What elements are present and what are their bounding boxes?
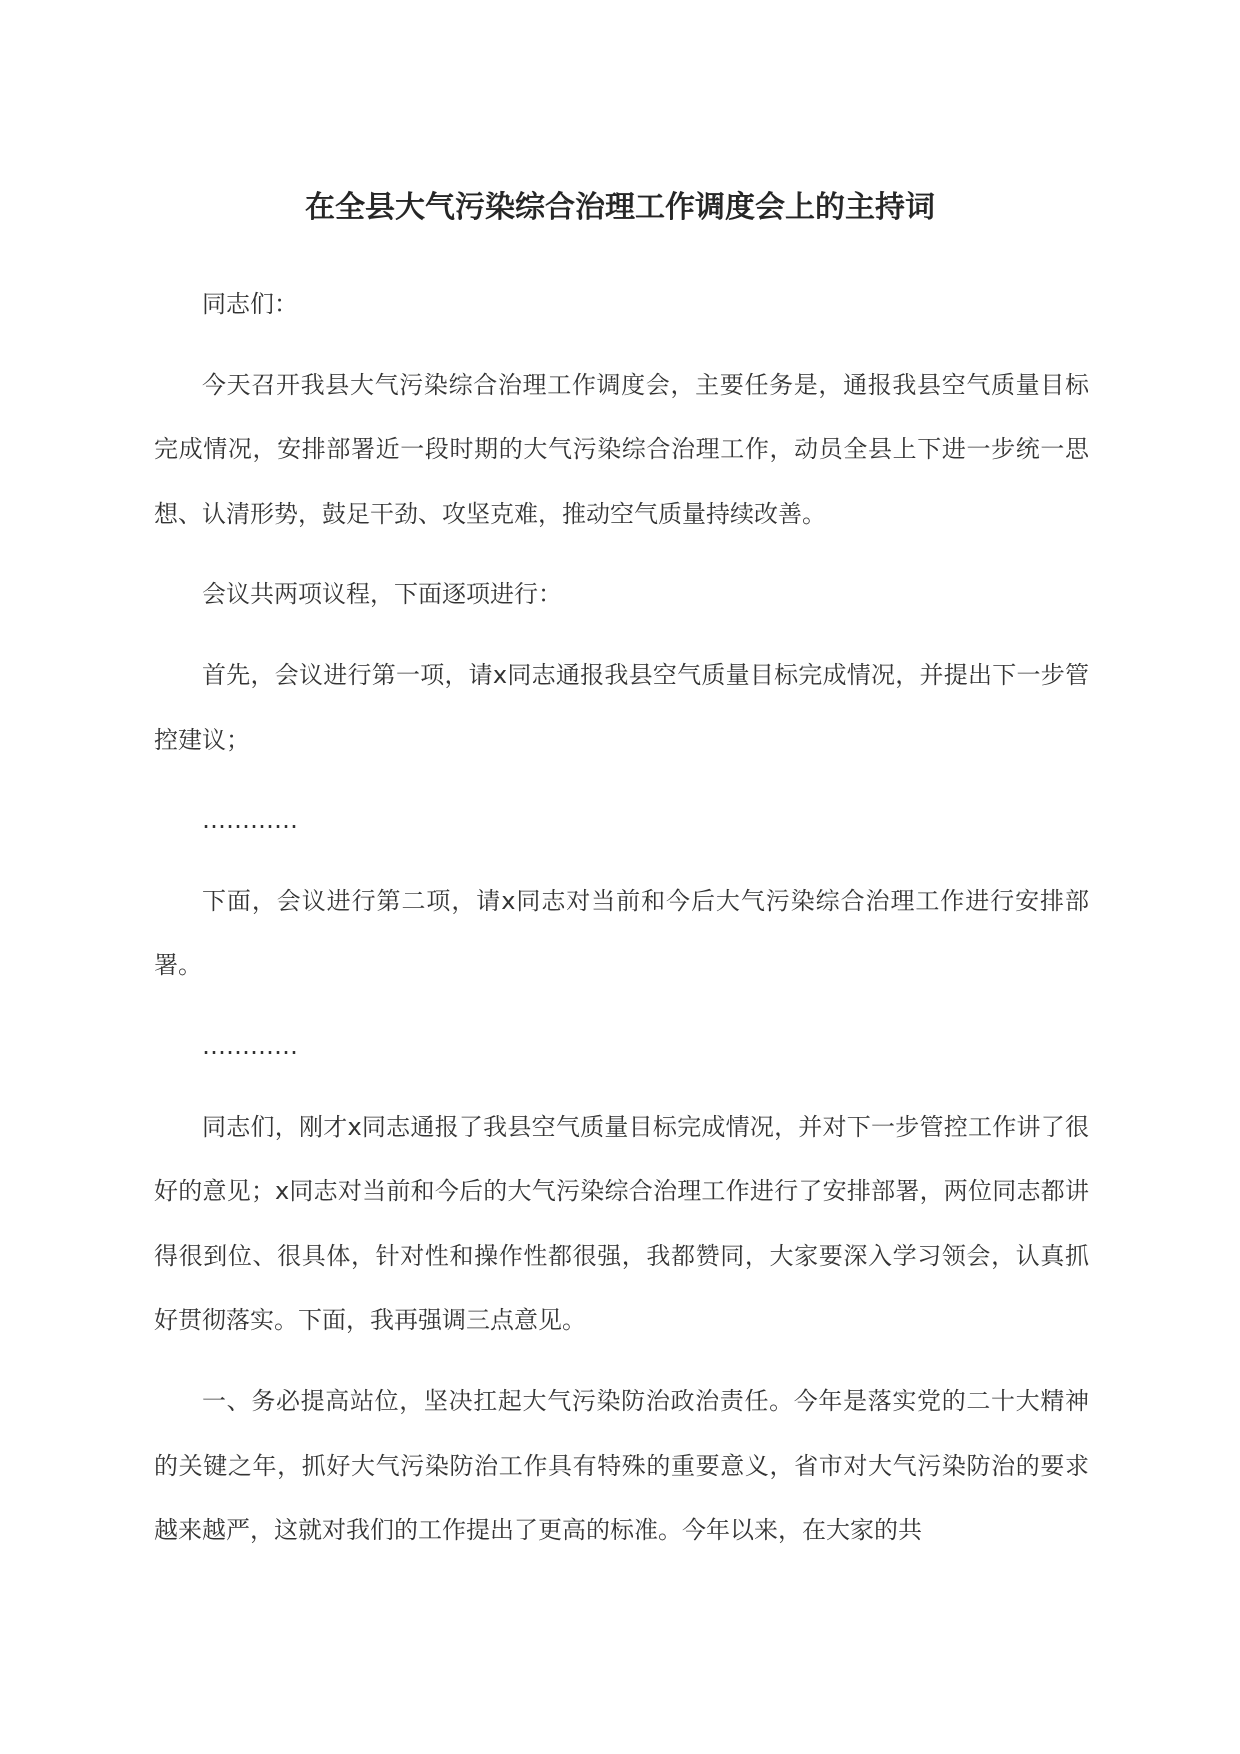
paragraph-ellipsis-one: ………… [202,806,298,835]
document-body [154,272,1089,1579]
paragraph-summary: 同志们，刚才x同志通报了我县空气质量目标完成情况，并对下一步管控工作讲了很好的意见；x同志对当前和今后的大气污染综合治理工作进行了安排部署，两位同志都讲得很到位、很具体，针对性和操作性都很强，我都赞同，大家要深入学习领会，认真抓好贯彻落实。下面，我再强调三点意见。 [154,1112,1089,1335]
paragraph-point-one: 一、务必提高站位，坚决扛起大气污染防治政治责任。今年是落实党的二十大精神的关键之年，抓好大气污染防治工作具有特殊的重要意义，省市对大气污染防治的要求越来越严，这就对我们的工作提出了更高的标准。今年以来，在大家的共 [154,1386,1089,1545]
paragraph-purpose: 今天召开我县大气污染综合治理工作调度会，主要任务是，通报我县空气质量目标完成情况，安排部署近一段时期的大气污染综合治理工作，动员全县上下进一步统一思想、认清形势，鼓足干劲、攻坚克难，推动空气质量持续改善。 [154,370,1089,528]
paragraph-item-two: 下面，会议进行第二项，请x同志对当前和今后大气污染综合治理工作进行安排部署。 [154,886,1089,980]
paragraph-agenda: 会议共两项议程，下面逐项进行： [202,580,562,609]
paragraph-ellipsis-two: ………… [202,1031,298,1060]
document-title: 在全县大气污染综合治理工作调度会上的主持词 [305,190,935,225]
paragraph-item-one: 首先，会议进行第一项，请x同志通报我县空气质量目标完成情况，并提出下一步管控建议； [154,660,1089,754]
paragraph-salutation: 同志们： [202,290,298,318]
